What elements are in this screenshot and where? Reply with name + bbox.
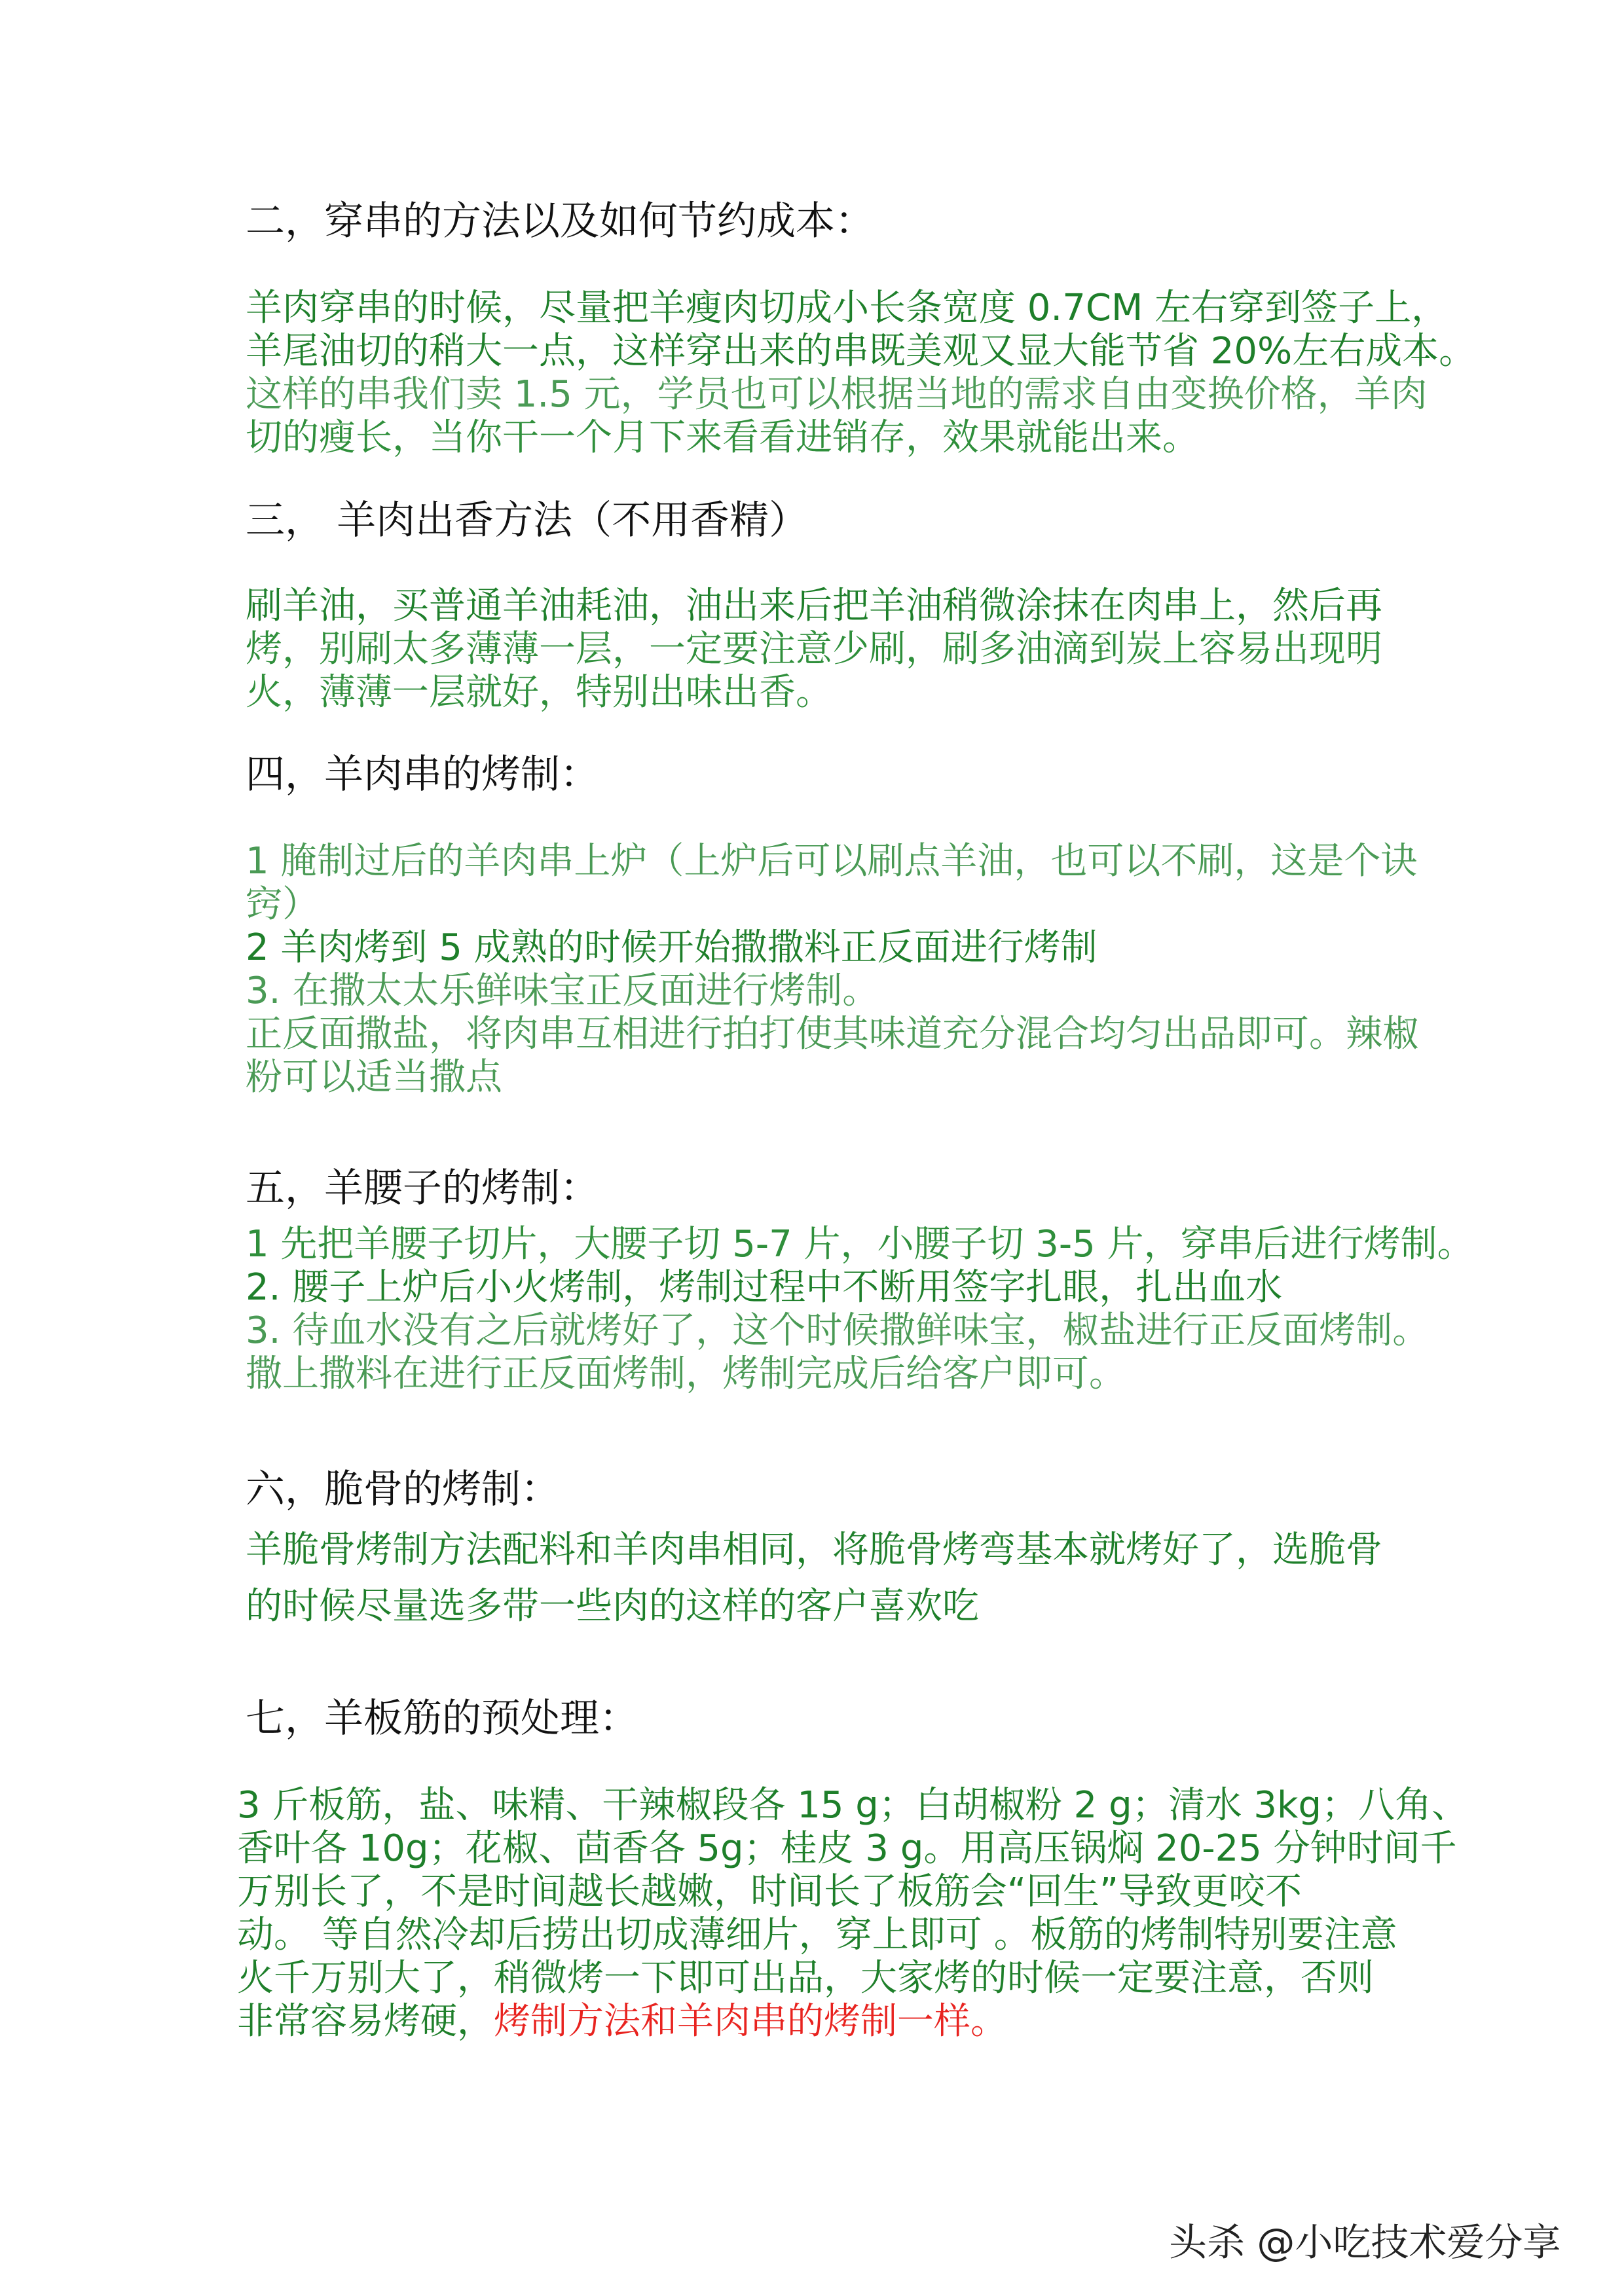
highlight-text: 烤制方法和羊肉串的烤制一样。	[494, 2000, 1007, 2043]
paragraph-line: 粉可以适当撒点	[246, 1056, 502, 1099]
section-body-3	[246, 585, 1503, 714]
section-heading-5: 五，羊腰子的烤制：	[246, 1165, 599, 1211]
paragraph-line: 的时候尽量选多带一些肉的这样的客户喜欢吃	[246, 1585, 979, 1628]
paragraph-line: 火千万别大了，稍微烤一下即可出品，大家烤的时候一定要注意，否则	[237, 1957, 1374, 1999]
paragraph-line	[237, 2000, 1494, 2043]
paragraph-line: 烤，别刷太多薄薄一层，一定要注意少刷，刷多油滴到炭上容易出现明	[246, 628, 1382, 670]
paragraph-line: 羊脆骨烤制方法配料和羊肉串相同，将脆骨烤弯基本就烤好了，选脆骨	[246, 1529, 1382, 1571]
section-heading-7: 七，羊板筋的预处理：	[246, 1696, 638, 1741]
paragraph-line: 2 羊肉烤到 5 成熟的时候开始撒撒料正反面进行烤制	[246, 926, 1098, 969]
section-heading-3: 三， 羊肉出香方法（不用香精）	[246, 498, 809, 543]
paragraph-line: 火，薄薄一层就好，特别出味出香。	[246, 671, 832, 714]
paragraph-line: 3. 在撒太太乐鲜味宝正反面进行烤制。	[246, 970, 879, 1012]
section-body-2	[246, 287, 1503, 460]
paragraph-line: 3 斤板筋，盐、味精、干辣椒段各 15 g；白胡椒粉 2 g；清水 3kg；八角、	[237, 1784, 1469, 1827]
paragraph-line: 香叶各 10g；花椒、茴香各 5g；桂皮 3 g。用高压锅焖 20-25 分钟时间千	[237, 1827, 1457, 1870]
paragraph-line: 撒上撒料在进行正反面烤制，烤制完成后给客户即可。	[246, 1353, 1126, 1395]
section-heading-6: 六，脆骨的烤制：	[246, 1467, 560, 1512]
section-body-6	[246, 1522, 1503, 1635]
paragraph-line: 窍）	[246, 883, 319, 926]
paragraph-line: 3. 待血水没有之后就烤好了，这个时候撒鲜味宝，椒盐进行正反面烤制。	[246, 1309, 1430, 1352]
paragraph-line: 动。 等自然冷却后捞出切成薄细片，穿上即可 。板筋的烤制特别要注意	[237, 1914, 1397, 1956]
paragraph-line: 切的瘦长，当你干一个月下来看看进销存，效果就能出来。	[246, 416, 1199, 459]
paragraph-line: 正反面撒盐，将肉串互相进行拍打使其味道充分混合均匀出品即可。辣椒	[246, 1013, 1419, 1055]
paragraph-line: 1 先把羊腰子切片，大腰子切 5-7 片，小腰子切 3-5 片，穿串后进行烤制。	[246, 1223, 1474, 1266]
section-heading-4: 四，羊肉串的烤制：	[246, 752, 599, 797]
section-body-4	[246, 840, 1503, 1099]
paragraph-line: 刷羊油，买普通羊油耗油，油出来后把羊油稍微涂抹在肉串上，然后再	[246, 585, 1382, 627]
section-heading-2: 二，穿串的方法以及如何节约成本：	[246, 198, 874, 244]
paragraph-text: 非常容易烤硬，	[237, 2000, 494, 2043]
paragraph-line: 2. 腰子上炉后小火烤制，烤制过程中不断用签字扎眼，扎出血水	[246, 1266, 1283, 1309]
section-body-5	[246, 1223, 1503, 1396]
paragraph-line: 羊肉穿串的时候，尽量把羊瘦肉切成小长条宽度 0.7CM 左右穿到签子上，	[246, 287, 1449, 329]
paragraph-line: 羊尾油切的稍大一点，这样穿出来的串既美观又显大能节省 20%左右成本。	[246, 330, 1476, 373]
watermark: 头杀 @小吃技术爱分享	[1169, 2220, 1561, 2265]
paragraph-line: 这样的串我们卖 1.5 元，学员也可以根据当地的需求自由变换价格，羊肉	[246, 373, 1428, 416]
paragraph-line: 1 腌制过后的羊肉串上炉（上炉后可以刷点羊油，也可以不刷，这是个诀	[246, 840, 1418, 883]
section-body-7	[237, 1784, 1494, 2043]
paragraph-line: 万别长了，不是时间越长越嫩，时间长了板筋会“回生”导致更咬不	[237, 1870, 1302, 1913]
